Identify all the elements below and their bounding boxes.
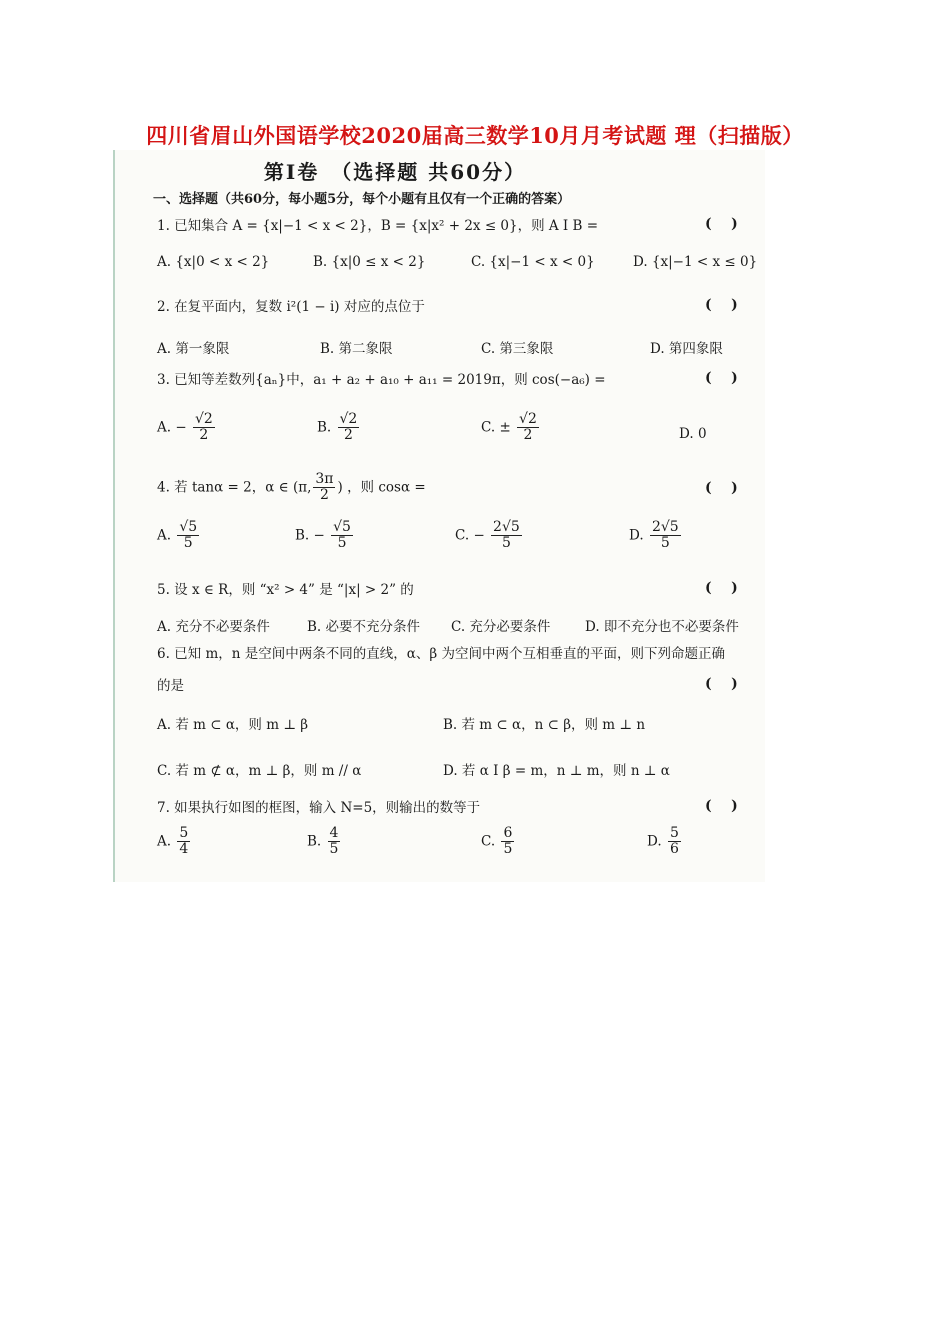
q4-option-d-fraction: $\frac{2√5}{5}$: [651, 519, 679, 552]
answer-blank-5: ( ): [705, 580, 738, 596]
section-heading: 一、选择题（共60分，每小题5分，每个小题有且仅有一个正确的答案）: [153, 192, 571, 207]
q4-interval-fraction: $\frac{3\pi}{2}$: [315, 471, 334, 504]
question-4-stem: [157, 472, 426, 504]
q2-option-d: D. 第四象限: [650, 341, 723, 357]
q7-option-d-label: D.: [647, 833, 662, 850]
q6-option-b: B. 若 m ⊂ α，n ⊂ β，则 m ⊥ n: [443, 717, 646, 733]
q2-option-b: B. 第二象限: [320, 341, 393, 357]
document-title: 四川省眉山外国语学校2020届高三数学10月月考试题 理（扫描版）: [146, 123, 804, 148]
q3-option-a-label: A.: [157, 419, 172, 436]
q7-option-c-fraction: $\frac{6}{5}$: [503, 825, 513, 858]
q5-option-c: C. 充分必要条件: [451, 619, 551, 635]
q3-option-c-fraction: $\frac{√2}{2}$: [519, 411, 537, 444]
q4-option-a: [157, 520, 201, 552]
q1-option-c: C. {x|−1 < x < 0}: [471, 254, 595, 270]
q6-option-c: C. 若 m ⊄ α，m ⊥ β，则 m // α: [157, 763, 362, 779]
q3-option-b-fraction: $\frac{√2}{2}$: [339, 411, 358, 444]
q7-option-c-label: C.: [481, 833, 496, 850]
answer-blank-4: ( ): [705, 480, 738, 496]
question-3-stem: 3. 已知等差数列{aₙ}中，a₁ + a₂ + a₁₀ + a₁₁ = 2019π，则 cos(−a₆) =: [157, 372, 606, 388]
q4-option-b-fraction: $\frac{√5}{5}$: [333, 519, 351, 552]
scanned-exam-image: [113, 150, 765, 882]
q3-option-a-sign: −: [175, 419, 187, 436]
answer-blank-2: ( ): [705, 297, 738, 313]
q5-option-d: D. 即不充分也不必要条件: [585, 619, 739, 635]
q3-option-a: [157, 412, 217, 444]
question-5-stem: 5. 设 x ∈ R，则 “x² > 4” 是 “|x| > 2” 的: [157, 582, 414, 598]
q7-option-b-label: B.: [307, 833, 322, 850]
q3-option-d: [679, 426, 707, 442]
q3-option-d-label: D.: [679, 426, 694, 442]
q4-option-b-sign: −: [313, 527, 325, 544]
q1-option-d: D. {x|−1 < x ≤ 0}: [633, 254, 758, 270]
q4-option-b: [295, 520, 355, 552]
q4-interval-left: (π,: [292, 479, 312, 496]
q4-option-c: [455, 520, 524, 552]
q6-option-a: A. 若 m ⊂ α，则 m ⊥ β: [157, 717, 309, 733]
question-6-stem-line-2: 的是: [157, 678, 184, 694]
answer-blank-3: ( ): [705, 370, 738, 386]
question-2-stem: 2. 在复平面内，复数 i²(1 − i) 对应的点位于: [157, 299, 425, 315]
q3-option-c-label: C.: [481, 419, 496, 436]
q3-option-c: [481, 412, 541, 444]
q7-option-c: [481, 826, 516, 858]
q1-option-a: A. {x|0 < x < 2}: [157, 254, 270, 270]
answer-blank-1: ( ): [705, 216, 738, 232]
q3-option-a-fraction: $\frac{√2}{2}$: [194, 411, 213, 444]
question-7-stem: 7. 如果执行如图的框图，输入 N=5，则输出的数等于: [157, 800, 481, 816]
q4-interval-right: ): [337, 479, 343, 496]
q4-option-a-label: A.: [157, 527, 172, 544]
q4-stem-end: ，则 cosα =: [347, 479, 426, 496]
q4-option-c-label: C.: [455, 527, 470, 544]
q7-option-b: [307, 826, 342, 858]
q4-option-c-sign: −: [473, 527, 485, 544]
q5-option-a: A. 充分不必要条件: [157, 619, 270, 635]
q3-option-b-label: B.: [317, 419, 332, 436]
q3-option-b: [317, 412, 361, 444]
q1-option-b: B. {x|0 ≤ x < 2}: [313, 254, 426, 270]
q2-option-a: A. 第一象限: [157, 341, 230, 357]
answer-blank-6: ( ): [705, 676, 738, 692]
q3-option-c-sign: ±: [499, 419, 511, 436]
question-1-stem: 1. 已知集合 A = {x|−1 < x < 2}，B = {x|x² + 2x ≤ 0}，则 A I B =: [157, 218, 599, 234]
q4-option-c-fraction: $\frac{2√5}{5}$: [493, 519, 520, 552]
q7-option-d: [647, 826, 683, 858]
answer-blank-7: ( ): [705, 798, 738, 814]
question-6-stem-line-1: 6. 已知 m，n 是空间中两条不同的直线，α、β 为空间中两个互相垂直的平面，则下列命题正确: [157, 646, 725, 662]
q7-option-a-fraction: $\frac{5}{4}$: [179, 825, 189, 858]
q4-option-b-label: B.: [295, 527, 310, 544]
q2-option-c: C. 第三象限: [481, 341, 554, 357]
q4-stem-start: 4. 若 tanα = 2，α ∈: [157, 479, 289, 496]
q7-option-b-fraction: $\frac{4}{5}$: [329, 825, 339, 858]
q7-option-a-label: A.: [157, 833, 172, 850]
q4-option-a-fraction: $\frac{√5}{5}$: [179, 519, 198, 552]
q6-option-d: D. 若 α I β = m，n ⊥ m，则 n ⊥ α: [443, 763, 670, 779]
q7-option-a: [157, 826, 192, 858]
exam-part-title: 第Ⅰ卷 （选择题 共60分）: [263, 160, 527, 184]
q4-option-d: [629, 520, 683, 552]
q7-option-d-fraction: $\frac{5}{6}$: [669, 825, 679, 858]
q5-option-b: B. 必要不充分条件: [307, 619, 421, 635]
q4-option-d-label: D.: [629, 527, 644, 544]
q3-option-d-value: 0: [697, 426, 707, 442]
